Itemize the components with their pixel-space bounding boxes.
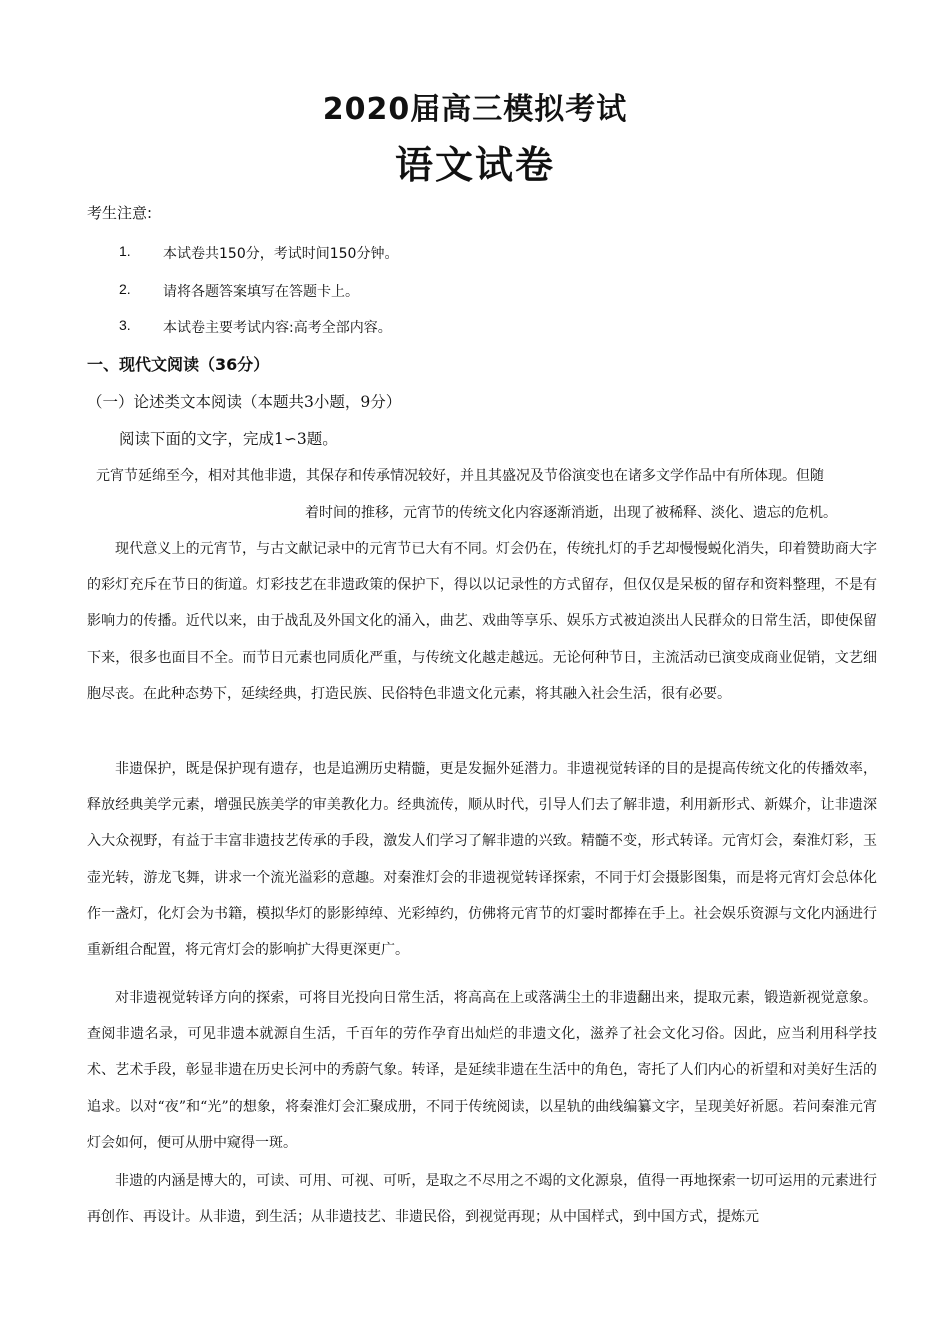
- intro-line-1: 元宵节延绵至今，相对其他非遗，其保存和传承情况较好，并且其盛况及节俗演变也在诸多文学作品中有所体现。但随: [96, 468, 824, 484]
- section-heading: 一、现代文阅读（36分）: [87, 355, 270, 374]
- paragraph-4: 非遗的内涵是博大的，可读、可用、可视、可听，是取之不尽用之不竭的文化源泉，值得一再地探索一切可运用的元素进行再创作、再设计。从非遗，到生活；从非遗技艺、非遗民俗，到视觉再现；从中国样式，到中国方式，提炼元: [87, 1173, 877, 1226]
- subsection-heading: （一）论述类文本阅读（本题共3小题，9分）: [87, 393, 402, 411]
- paragraph-2: 非遗保护，既是保护现有遗存，也是追溯历史精髓，更是发掘外延潜力。非遗视觉转译的目的是提高传统文化的传播效率，释放经典美学元素，增强民族美学的审美教化力。经典流传，顺从时代，引导人们去了解非遗，利用新形式、新媒介，让非遗深入大众视野，有益于丰富非遗技艺传承的手段，激发人们学习了解非遗的兴致。精髓不变，形式转译。元宵灯会，秦淮灯彩，玉壶光转，游龙飞舞，讲求一个流光溢彩的意趣。对秦淮灯会的非遗视觉转译探索，不同于灯会摄影图集，而是将元宵灯会总体化作一盏灯，化灯会为书籍，模拟华灯的影影绰绰、光彩绰约，仿佛将元宵节的灯霎时都捧在手上。社会娱乐资源与文化内涵进行重新组合配置，将元宵灯会的影响扩大得更深更广。: [87, 761, 877, 959]
- exam-subtitle: 语文试卷: [394, 143, 555, 187]
- notice-number: 3.: [119, 317, 131, 333]
- notice-number: 2.: [119, 281, 131, 297]
- paragraph-1: 现代意义上的元宵节，与古文献记录中的元宵节已大有不同。灯会仍在，传统扎灯的手艺却慢慢蜕化消失，印着赞助商大字的彩灯充斥在节日的街道。灯彩技艺在非遗政策的保护下，得以以记录性的方式留存，但仅仅是呆板的留存和资料整理，不是有影响力的传播。近代以来，由于战乱及外国文化的涌入，曲艺、戏曲等享乐、娱乐方式被迫淡出人民群众的日常生活，即使保留下来，很多也面目不全。而节日元素也同质化严重，与传统文化越走越远。无论何种节日，主流活动已演变成商业促销，文艺细胞尽丧。在此种态势下，延续经典，打造民族、民俗特色非遗文化元素，将其融入社会生活，很有必要。: [87, 541, 877, 702]
- exam-title: 2020届高三模拟考试: [322, 92, 628, 127]
- intro-line-2: 着时间的推移，元宵节的传统文化内容逐渐消逝，出现了被稀释、淡化、遗忘的危机。: [305, 505, 837, 521]
- notice-text: 本试卷主要考试内容:高考全部内容。: [163, 320, 392, 336]
- notice-title: 考生注意:: [87, 204, 153, 222]
- notice-text: 请将各题答案填写在答题卡上。: [163, 284, 359, 300]
- reading-instruction: 阅读下面的文字，完成1∽3题。: [119, 430, 338, 448]
- paragraph-3: 对非遗视觉转译方向的探索，可将目光投向日常生活，将高高在上或落满尘土的非遗翻出来，提取元素，锻造新视觉意象。查阅非遗名录，可见非遗本就源自生活，千百年的劳作孕育出灿烂的非遗文化，滋养了社会文化习俗。因此，应当利用科学技术、艺术手段，彰显非遗在历史长河中的秀蔚气象。转译，是延续非遗在生活中的角色，寄托了人们内心的祈望和对美好生活的追求。以对“夜”和“光”的想象，将秦淮灯会汇聚成册，不同于传统阅读，以星轨的曲线编纂文字，呈现美好祈愿。若问秦淮元宵灯会如何，便可从册中窥得一斑。: [87, 990, 877, 1151]
- notice-text: 本试卷共150分，考试时间150分钟。: [163, 246, 399, 262]
- notice-number: 1.: [119, 243, 131, 259]
